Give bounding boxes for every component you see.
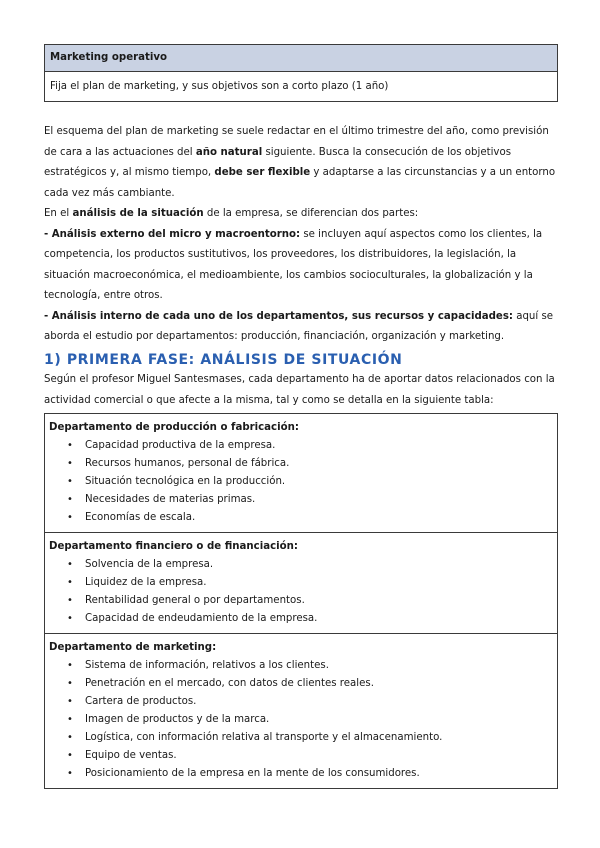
section-heading: 1) PRIMERA FASE: ANÁLISIS DE SITUACIÓN [44, 352, 403, 368]
bold-span: - Análisis externo del micro y macroentorno: [44, 228, 301, 240]
text-span: de la empresa, se diferencian dos partes: [203, 208, 419, 219]
list-item: • Cartera de productos. [49, 693, 557, 711]
list-item: • Penetración en el mercado, con datos de clientes reales. [49, 675, 557, 693]
list-item: • Solvencia de la empresa. [49, 556, 557, 574]
section-text [44, 370, 560, 411]
bold-span: análisis de la situación [72, 208, 204, 219]
marketing-operativo-box [44, 44, 558, 102]
list-item: • Situación tecnológica en la producción. [49, 473, 557, 491]
list-item: • Posicionamiento de la empresa en la mente de los consumidores. [49, 765, 557, 783]
dept-financiero [45, 533, 557, 634]
dept-produccion [45, 414, 557, 533]
list-item: • Capacidad productiva de la empresa. [49, 437, 557, 455]
intro-paragraph-3 [44, 225, 560, 307]
text-span: siguiente. Busca la consecución de los objetivos estratégicos y, al mismo tiempo, [44, 146, 512, 178]
dept-list [49, 437, 557, 527]
text-span: se incluyen aquí aspectos como los clientes, la competencia, los productos sustitutivos, los proveedores, los distribuidores, la legislación, la situación macroeconómica, el medioambiente, los cambios socioculturales, la globalización y la tecnología, entre otros. [44, 228, 543, 301]
intro-text [44, 122, 560, 348]
departments-table [44, 413, 558, 789]
box-header: Marketing operativo [45, 45, 557, 72]
section-paragraph: Según el profesor Miguel Santesmases, cada departamento ha de aportar datos relacionados con la actividad comercial o que afecte a la misma, tal y como se detalla en la siguiente tabla: [44, 374, 555, 406]
list-item: • Recursos humanos, personal de fábrica. [49, 455, 557, 473]
list-item: • Logística, con información relativa al transporte y el almacenamiento. [49, 729, 557, 747]
list-item: • Equipo de ventas. [49, 747, 557, 765]
box-row: Fija el plan de marketing, y sus objetivos son a corto plazo (1 año) [50, 81, 389, 92]
bold-span: debe ser flexible [214, 167, 311, 178]
bold-span: año natural [195, 146, 263, 158]
list-item: • Liquidez de la empresa. [49, 574, 557, 592]
bold-span: - Análisis interno de cada uno de los departamentos, sus recursos y capacidades: [44, 310, 513, 322]
intro-paragraph-4 [44, 307, 560, 348]
list-item: • Economías de escala. [49, 509, 557, 527]
intro-paragraph-2 [44, 204, 560, 225]
dept-title: Departamento de marketing: [49, 642, 217, 653]
text-span: y adaptarse a las circunstancias y a un entorno cada vez más cambiante. [44, 167, 556, 199]
list-item: • Imagen de productos y de la marca. [49, 711, 557, 729]
list-item: • Sistema de información, relativos a los clientes. [49, 657, 557, 675]
dept-list [49, 556, 557, 628]
dept-title: Departamento de producción o fabricación: [49, 422, 299, 433]
dept-title: Departamento financiero o de financiación: [49, 541, 298, 552]
text-span: En el [44, 208, 73, 219]
dept-list [49, 657, 557, 783]
text-span: El esquema del plan de marketing se suele redactar en el último trimestre del año, como previsión de cara a las actuaciones del [44, 126, 549, 158]
intro-paragraph-1 [44, 122, 560, 204]
list-item: • Rentabilidad general o por departamentos. [49, 592, 557, 610]
list-item: • Necesidades de materias primas. [49, 491, 557, 509]
dept-marketing [45, 634, 557, 788]
list-item: • Capacidad de endeudamiento de la empresa. [49, 610, 557, 628]
text-span: aquí se aborda el estudio por departamentos: producción, financiación, organización y marketing. [44, 310, 554, 342]
